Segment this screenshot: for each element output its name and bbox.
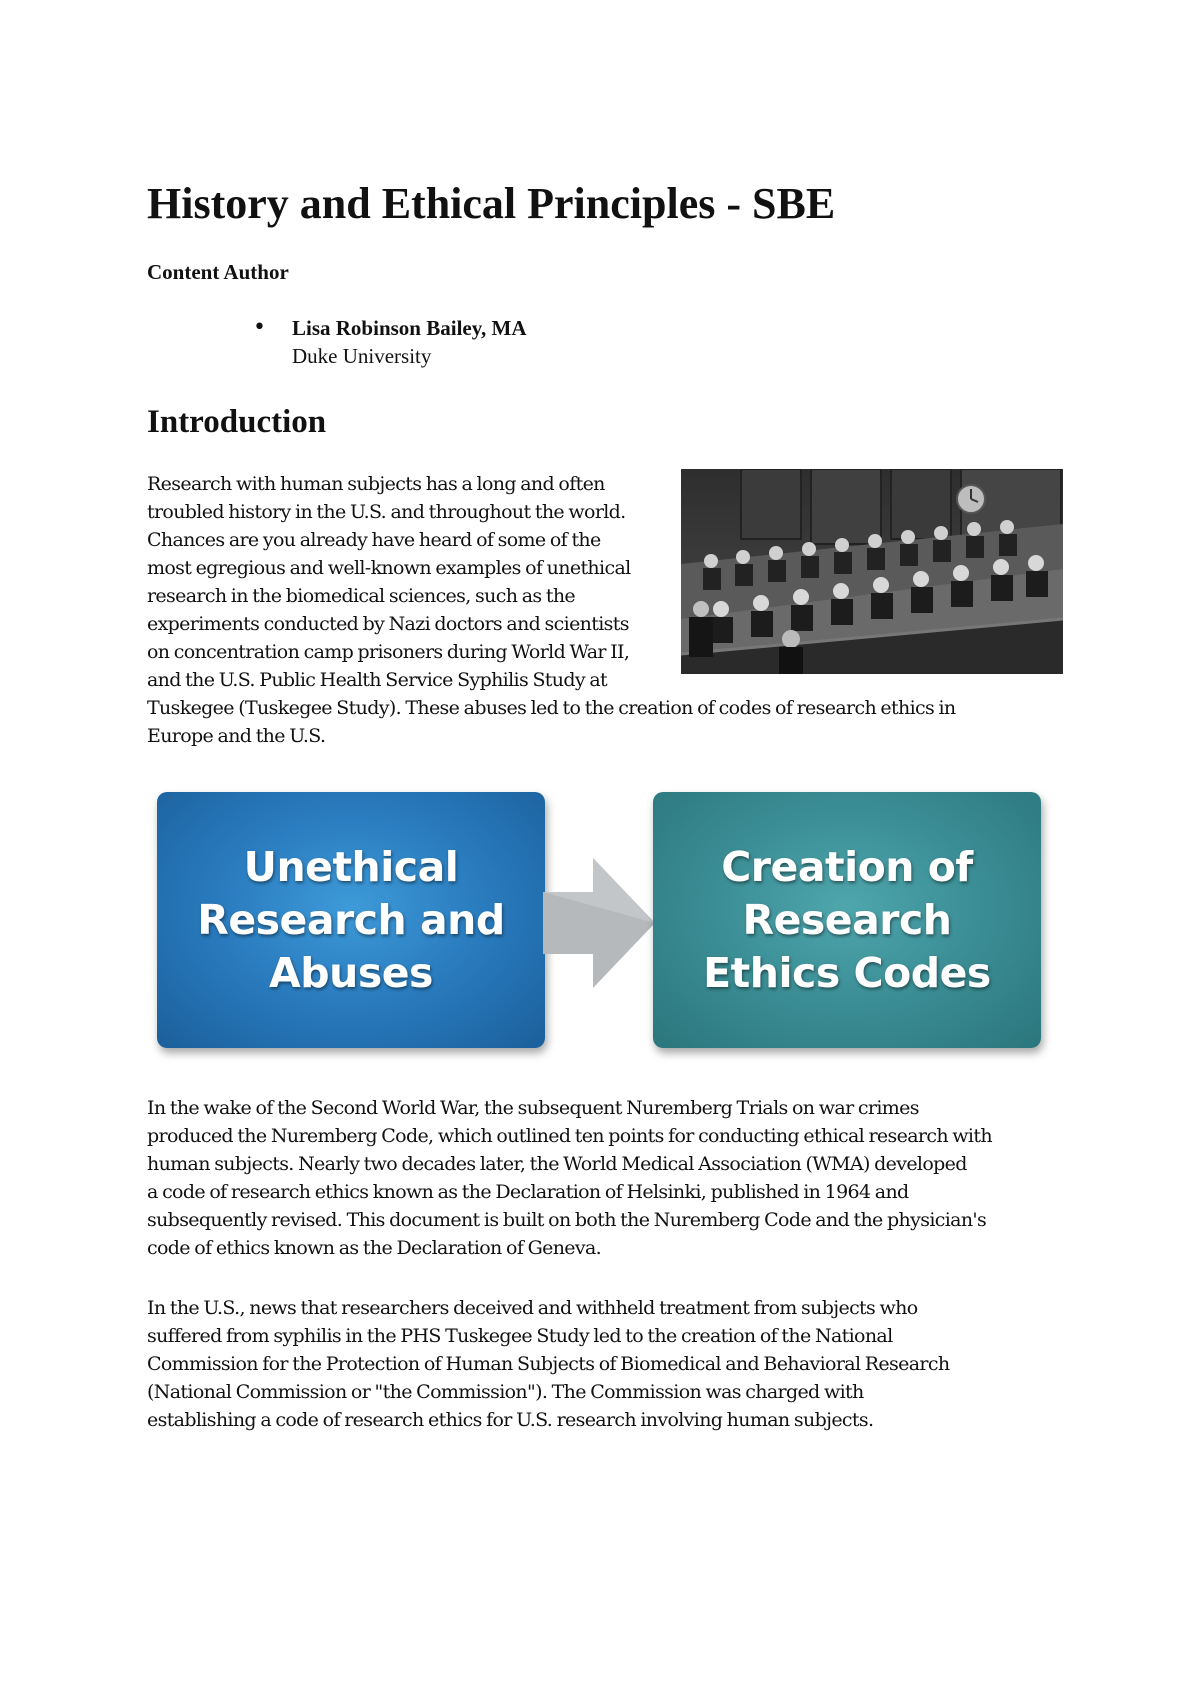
nuremberg-trial-photo [681,469,1063,674]
text-line: Commission for the Protection of Human Subjects of Biomedical and Behavioral Research [147,1353,950,1375]
bullet-icon: • [253,315,266,340]
text-line: most egregious and well-known examples of unethical [147,557,631,579]
courtroom-photo-image [681,469,1063,674]
box-text-line: Unethical [243,842,459,891]
text-line: code of ethics known as the Declaration of Geneva. [147,1237,602,1259]
text-line: troubled history in the U.S. and throughout the world. [147,501,626,523]
box-text-line: Research [742,895,952,944]
ethics-flow-diagram [155,788,1047,1054]
text-line: Chances are you already have heard of some of the [147,529,601,551]
box-text-line: Research and [197,895,505,944]
box-text-line: Creation of [721,842,973,891]
box-text-line: Abuses [269,948,433,997]
author-name: Lisa Robinson Bailey, MA [292,316,527,340]
text-line: suffered from syphilis in the PHS Tuskegee Study led to the creation of the National [147,1325,893,1347]
text-line: a code of research ethics known as the Declaration of Helsinki, published in 1964 and [147,1181,909,1203]
text-line: In the wake of the Second World War, the subsequent Nuremberg Trials on war crimes [147,1097,919,1119]
unethical-research-box [157,792,545,1048]
text-line: experiments conducted by Nazi doctors and scientists [147,613,629,635]
text-line: on concentration camp prisoners during World War II, [147,641,630,663]
content-author-label: Content Author [147,260,289,284]
text-line: subsequently revised. This document is built on both the Nuremberg Code and the physician's [147,1209,987,1231]
creation-of-codes-box [653,792,1041,1048]
box-text-line: Ethics Codes [703,948,991,997]
section-heading-introduction: Introduction [147,404,327,440]
text-line: human subjects. Nearly two decades later, the World Medical Association (WMA) developed [147,1153,967,1175]
text-line: Tuskegee (Tuskegee Study). These abuses led to the creation of codes of research ethics in [147,697,956,719]
text-line: produced the Nuremberg Code, which outlined ten points for conducting ethical research with [147,1125,992,1147]
author-affiliation: Duke University [292,344,432,368]
paragraph-nuremberg [147,1094,992,1262]
text-line: Europe and the U.S. [147,725,326,747]
author-list-item [292,314,527,370]
text-line: In the U.S., news that researchers deceived and withheld treatment from subjects who [147,1297,918,1319]
text-line: Research with human subjects has a long and often [147,473,605,495]
text-line: (National Commission or "the Commission"). The Commission was charged with [147,1381,864,1403]
text-line: establishing a code of research ethics for U.S. research involving human subjects. [147,1409,874,1431]
text-line: research in the biomedical sciences, such as the [147,585,576,607]
right-arrow-icon [543,858,655,988]
text-line: and the U.S. Public Health Service Syphilis Study at [147,669,608,691]
paragraph-national-commission [147,1294,949,1434]
document-title: History and Ethical Principles - SBE [147,179,836,228]
